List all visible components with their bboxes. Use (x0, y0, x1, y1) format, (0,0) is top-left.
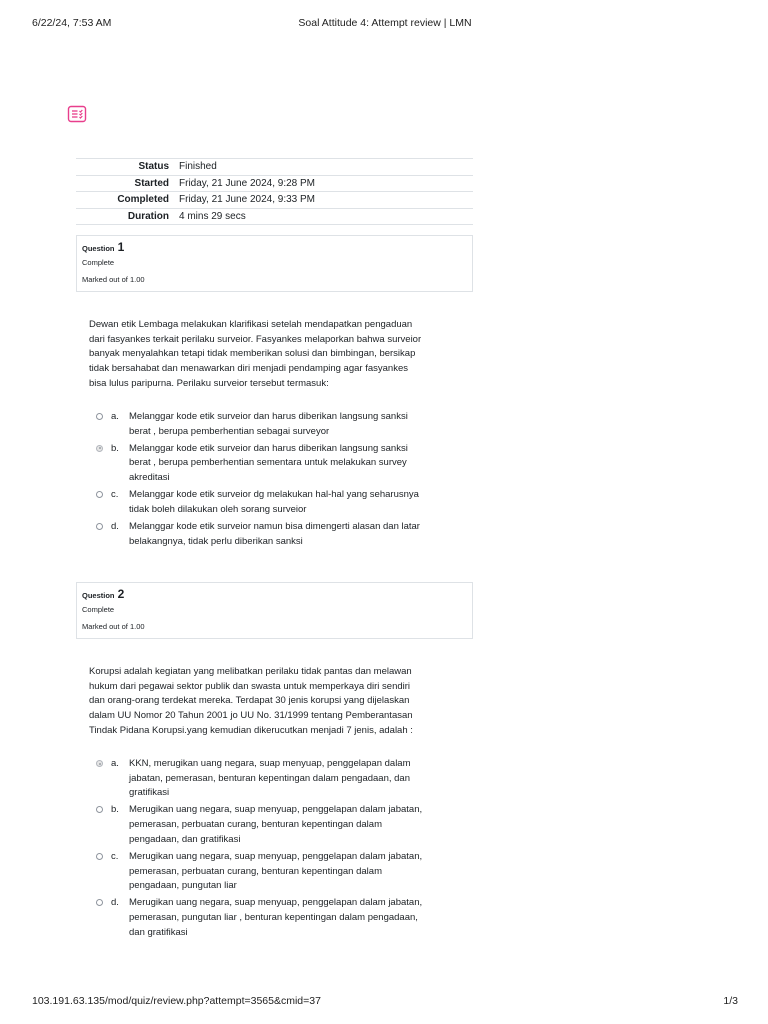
answer-text-line: Melanggar kode etik surveior dan harus diberikan langsung sanksi (129, 442, 408, 454)
radio-button[interactable] (96, 899, 103, 906)
answer-letter: d. (111, 520, 119, 532)
summary-row (76, 192, 473, 209)
question-text-line: Tindak Pidana Korupsi.yang kemudian dikerucutkan menjadi 7 jenis, adalah : (89, 724, 413, 736)
radio-button-selected[interactable] (96, 445, 103, 452)
radio-button-selected[interactable] (96, 760, 103, 767)
question-text-line: banyak menyalahkan tetapi tidak memberikan solusi dan bimbingan, bersikap (89, 348, 416, 360)
question-text-line: Dewan etik Lembaga melakukan klarifikasi setelah mendapatkan pengaduan (89, 319, 413, 330)
answer-letter: b. (111, 442, 119, 454)
question-grade: Marked out of 1.00 (82, 275, 145, 284)
answer-letter: a. (111, 758, 119, 769)
answer-text-line: Merugikan uang negara, suap menyuap, penggelapan dalam jabatan, (129, 850, 423, 862)
page-title: Soal Attitude 4: Attempt review | LMN (298, 17, 472, 29)
answer-option-d[interactable] (95, 520, 455, 549)
summary-label: Completed (76, 192, 173, 209)
answer-option-a[interactable] (95, 757, 455, 801)
question-state: Complete (82, 258, 115, 267)
answer-text-line: Merugikan uang negara, suap menyuap, penggelapan dalam jabatan, (129, 897, 423, 909)
question-grade: Marked out of 1.00 (82, 622, 145, 631)
question-text-line: bisa lulus paripurna. Perilaku surveior tersebut termasuk: (89, 377, 329, 389)
page-url: 103.191.63.135/mod/quiz/review.php?attempt=3565&cmid=37 (32, 995, 321, 1007)
answer-letter: c. (111, 489, 119, 501)
answer-option-b[interactable] (95, 442, 455, 486)
question-1-info (76, 235, 473, 292)
quiz-icon (67, 105, 87, 123)
question-number: Question 1 (82, 240, 125, 254)
answer-text-line: jabatan, pemerasan, benturan kepentingan dalam pengadaan, dan (129, 772, 410, 784)
summary-value: Finished (173, 159, 473, 176)
answer-text-line: Merugikan uang negara, suap menyuap, penggelapan dalam jabatan, (129, 804, 423, 816)
question-2-answers (95, 757, 455, 943)
radio-button[interactable] (96, 806, 103, 813)
summary-value: 4 mins 29 secs (173, 208, 473, 225)
question-text-line: Korupsi adalah kegiatan yang melibatkan perilaku tidak pantas dan melawan (89, 666, 412, 677)
answer-text-line: pengadaan, pungutan liar (129, 880, 237, 892)
question-number: Question 2 (82, 587, 125, 601)
summary-label: Started (76, 175, 173, 192)
question-2-info (76, 582, 473, 639)
answer-text-line: gratifikasi (129, 787, 170, 799)
answer-letter: c. (111, 850, 119, 862)
question-text-line: hukum dari pegawai sektor publik dan swasta untuk memperkaya diri sendiri (89, 680, 411, 692)
answer-text-line: dan gratifikasi (129, 926, 188, 938)
summary-value: Friday, 21 June 2024, 9:33 PM (173, 192, 473, 209)
question-1-text (89, 318, 449, 392)
answer-text-line: pemerasan, pungutan liar , benturan kepentingan dalam pengadaan, (129, 911, 418, 923)
answer-text-line: pemerasan, perbuatan curang, benturan kepentingan dalam (129, 819, 382, 831)
answer-text-line: akreditasi (129, 472, 170, 484)
radio-button[interactable] (96, 413, 103, 420)
radio-button[interactable] (96, 853, 103, 860)
answer-option-d[interactable] (95, 896, 455, 940)
question-text-line: dan orang-orang terdekat mereka. Terdapat 30 jenis korupsi yang dijelaskan (89, 695, 410, 707)
print-date: 6/22/24, 7:53 AM (32, 17, 112, 29)
answer-text-line: Melanggar kode etik surveior namun bisa dimengerti alasan dan latar (129, 520, 420, 532)
summary-label: Duration (76, 208, 173, 225)
answer-option-b[interactable] (95, 803, 455, 847)
summary-row (76, 208, 473, 225)
answer-option-a[interactable] (95, 410, 455, 439)
summary-label: Status (76, 159, 173, 176)
answer-letter: d. (111, 897, 119, 909)
summary-row (76, 175, 473, 192)
answer-text-line: pemerasan, perbuatan curang, benturan kepentingan dalam (129, 865, 382, 877)
radio-button[interactable] (96, 523, 103, 530)
radio-button[interactable] (96, 491, 103, 498)
attempt-summary-table (76, 158, 473, 225)
question-2-text (89, 665, 449, 739)
answer-text-line: tidak boleh dilakukan oleh sorang surveior (129, 503, 307, 515)
answer-text-line: pengadaan, dan gratifikasi (129, 833, 241, 845)
answer-text-line: Melanggar kode etik surveior dg melakukan hal-hal yang seharusnya (129, 489, 419, 501)
answer-text-line: berat , berupa pemberhentian sementara untuk melakukan survey (129, 457, 407, 469)
print-footer (32, 995, 738, 1009)
answer-text-line: Melanggar kode etik surveior dan harus diberikan langsung sanksi (129, 411, 408, 422)
question-text-line: dari fasyankes terkait perilaku surveior. Fasyankes melaporkan bahwa surveior (89, 333, 422, 345)
answer-option-c[interactable] (95, 488, 455, 517)
answer-text-line: berat , berupa pemberhentian sebagai surveyor (129, 425, 330, 437)
question-state: Complete (82, 605, 115, 614)
question-text-line: dalam UU Nomor 20 Tahun 2001 jo UU No. 31/1999 tentang Pemberantasan (89, 710, 413, 722)
answer-letter: b. (111, 804, 119, 816)
print-header (32, 17, 738, 31)
answer-option-c[interactable] (95, 850, 455, 894)
page-number: 1/3 (723, 995, 738, 1007)
answer-letter: a. (111, 411, 119, 422)
question-text-line: tidak bersahabat dan menawarkan diri menjadi pendamping agar fasyankes (89, 363, 408, 375)
summary-row (76, 159, 473, 176)
summary-value: Friday, 21 June 2024, 9:28 PM (173, 175, 473, 192)
question-1-answers (95, 410, 455, 552)
answer-text-line: belakangnya, tidak perlu diberikan sanksi (129, 535, 303, 547)
answer-text-line: KKN, merugikan uang negara, suap menyuap, penggelapan dalam (129, 758, 411, 769)
